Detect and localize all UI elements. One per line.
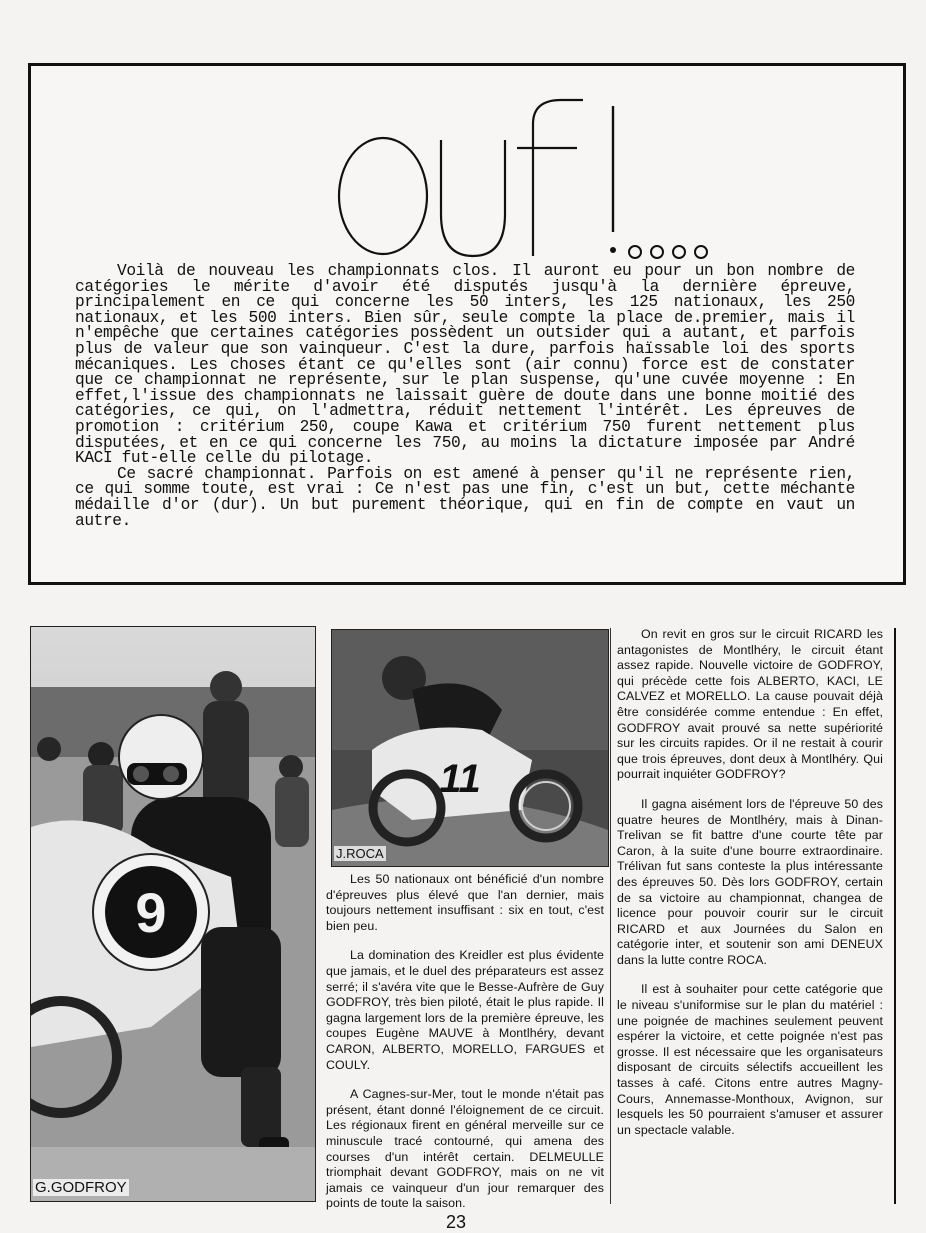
column-divider — [610, 628, 611, 1204]
column-paragraph: La domination des Kreidler est plus évidente que jamais, et le duel des préparateurs est assez serré; il s'avéra vite que le Besse-Aufrère de Guy GODFROY, très bien piloté, était le plus rapide. Il gagna largement lors de la première épreuve, les coupes Eugène MAUVE à Montlhéry, devant CARON, ALBERTO, MORELLO, FARGUES et COULY. — [326, 948, 604, 1072]
title-dots — [31, 66, 32, 67]
column-paragraph: Il est à souhaiter pour cette catégorie que le niveau s'uniformise sur le plan du matériel : une poignée de machines seulement peuvent espérer la victoire, et cette poignée n'est pas grosse. Il est nécessaire que les organisateurs disposant de circuits sélectifs accueillent les tasses à café. Citons entre autres Magny-Cours, Annemasse-Monthoux, Avignon, sur lesquels les 50 pourraient s'amuser et assurer un spectacle valable. — [617, 982, 883, 1137]
intro-paragraph-2: Ce sacré championnat. Parfois on est amené à penser qu'il ne représente rien, ce qui somme toute, est vrai : Ce n'est pas une fin, c'est un but, cette méchante médaille d'or (dur). Un but purement théorique, qui en fin de compte en vaut un autre. — [75, 464, 855, 530]
photo-credit-roca: J.ROCA — [336, 846, 384, 861]
column-paragraph: Il gagna aisément lors de l'épreuve 50 des quatre heures de Montlhéry, mais à Dinan-Trelivan se fit battre d'une courte tête par Caron, à la suite d'une bourre extraordinaire. Trélivan fut sans conteste la plus intéressante des épreuves 50. Dès lors GODFROY, certain de sa victoire au championnat, changea de licence pour pouvoir courir sur le circuit RICARD et aux Journées du Salon en catégorie inter, et soutenir son ami DENEUX dans la lutte contre ROCA. — [617, 796, 883, 967]
page-number: 23 — [446, 1212, 467, 1232]
intro-text — [75, 264, 855, 529]
column-paragraph: On revit en gros sur le circuit RICARD les antagonistes de Montlhéry, le circuit étant assez rapide. Nouvelle victoire de GODFROY, qui précède cette fois ALBERTO, KACI, LE CALVEZ et MORELLO. La cause pouvait déjà être considérée comme entendue : En effet, GODFROY avait prouvé sa nette supériorité sur les circuits rapides. Or il ne restait à courir que trois épreuves, dont deux à Montlhéry. Qui pourrait inquiéter GODFROY? — [617, 627, 883, 782]
race-number-9: 9 — [135, 881, 167, 944]
title-lettering — [321, 96, 741, 276]
article-column-middle — [326, 872, 604, 1226]
intro-paragraph-1: Voilà de nouveau les championnats clos. Il auront eu pour un bon nombre de catégories le mérite d'avoir été disputés jusqu'à la dernière épreuve, principalement en ce qui concerne les 50 inters, les 125 nationaux, les 250 nationaux, et les 500 inters. Bien sûr, seule compte la place de.premier, mais il n'empêche que certaines catégories possèdent un outsider qui a autant, et parfois plus de valeur que son vainqueur. C'est la dure, parfois haïssable loi des sports mécaniques. Les choses étant ce qu'elles sont (air connu) force est de constater que ce championnat ne représente, sur le plan suspense, qu'une cuvée moyenne : En effet,l'issue des championnats ne laissait guère de doute dans une bonne moitié des catégories, ce qui, on l'admettra, réduit nettement l'intérêt. Les épreuves de promotion : critérium 250, coupe Kawa et critérium 750 furent nettement plus disputées, et en ce qui concerne les 750, au moins la dictature imposée par André KACI fut-elle celle du pilotage. — [75, 262, 855, 468]
column-border-right — [894, 628, 896, 1204]
race-number-11: 11 — [439, 757, 481, 801]
intro-box — [28, 63, 906, 585]
column-paragraph: A Cagnes-sur-Mer, tout le monde n'était pas présent, étant donné l'éloignement de ce circuit. Les régionaux firent en général merveille sur ce minuscule tracé contourné, qui amena des courses d'un intérêt certain. DELMEULLE triomphait devant GODFROY, mais on ne vit jamais ce vainqueur d'un jour remarquer des points de toute la saison. — [326, 1087, 604, 1211]
photo-rider-11 — [331, 629, 609, 867]
photo-credit-godfroy: G.GODFROY — [35, 1179, 127, 1196]
photo-rider-9 — [30, 626, 316, 1202]
column-paragraph: Les 50 nationaux ont bénéficié d'un nombre d'épreuves plus élevé que l'an dernier, mais toujours nettement insuffisant : six en tout, c'est bien peu. — [326, 872, 604, 933]
article-column-right — [617, 627, 883, 1152]
